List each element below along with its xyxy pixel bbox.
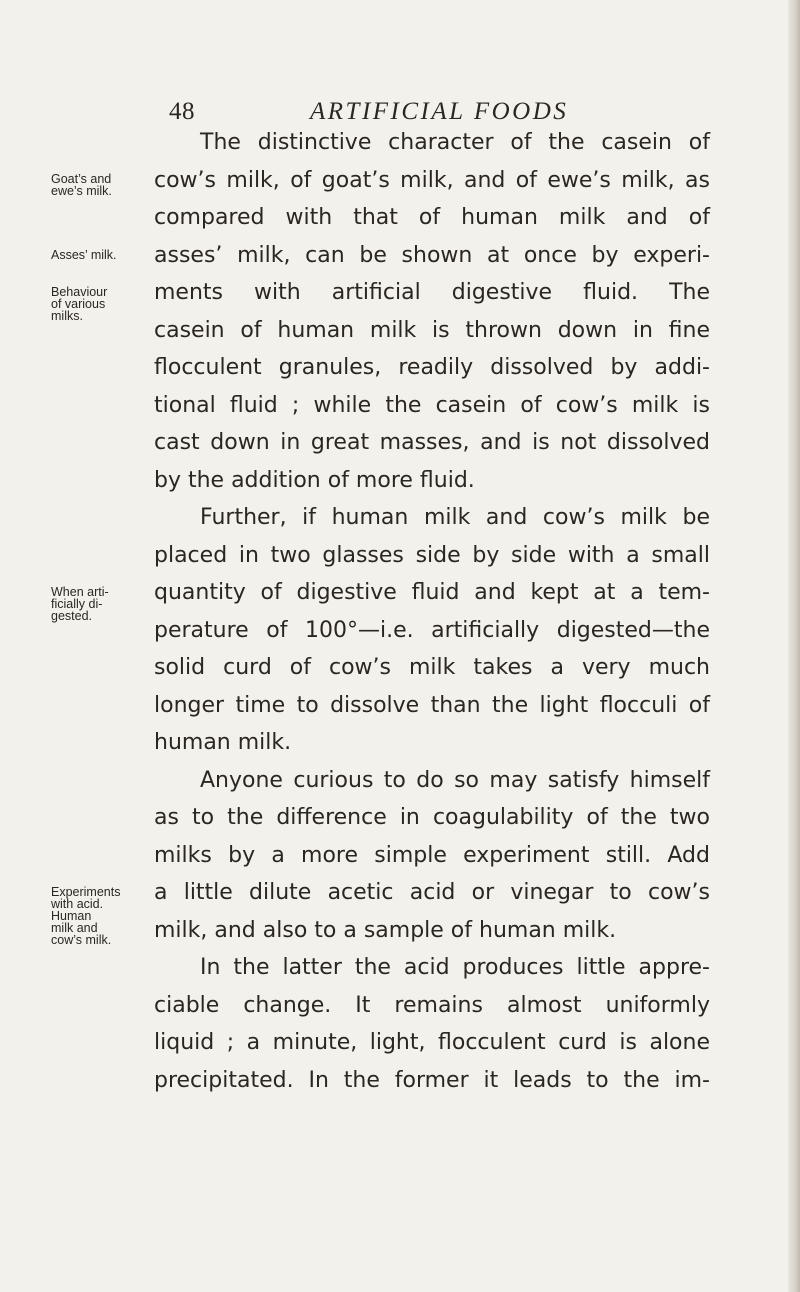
text-line: by the addition of more fluid. <box>154 467 475 493</box>
sidenote-line: Behaviour <box>51 285 108 299</box>
sidenote-line: cow’s milk. <box>51 933 112 947</box>
sidenote-experiments-acid <box>51 886 151 946</box>
text-line: Further, if human milk and cow’s milk be <box>200 505 710 530</box>
sidenote-asses-milk <box>51 249 151 261</box>
sidenote-line: Asses’ milk. <box>51 248 117 262</box>
sidenote-line: ewe’s milk. <box>51 184 112 198</box>
text-line: solid curd of cow’s milk takes a very much <box>154 655 710 680</box>
sidenote-goats-ewes-milk <box>51 173 151 197</box>
sidenote-line: Experiments <box>51 885 121 899</box>
text-line: The distinctive character of the casein of <box>200 130 710 155</box>
sidenote-line: of various <box>51 297 106 311</box>
text-line: placed in two glasses side by side with a small <box>154 542 710 568</box>
text-line: liquid ; a minute, light, flocculent curd is alone <box>154 1030 710 1055</box>
sidenote-line: milk and <box>51 921 98 935</box>
text-line: a little dilute acetic acid or vinegar to cow’s <box>154 880 710 905</box>
text-line: as to the difference in coagulability of the two <box>154 805 710 830</box>
body-text <box>154 124 710 1099</box>
running-title: ARTIFICIAL FOODS <box>310 98 569 125</box>
text-line: compared with that of human milk and of <box>154 205 710 230</box>
sidenote-line: gested. <box>51 609 93 623</box>
sidenote-line: When arti- <box>51 585 109 599</box>
text-line: perature of 100°—i.e. artificially digested—the <box>154 617 710 643</box>
sidenote-line: with acid. <box>51 897 104 911</box>
sidenote-line: ficially di- <box>51 597 103 611</box>
text-line: ments with artificial digestive fluid. The <box>154 280 710 305</box>
text-line: milks by a more simple experiment still. Add <box>154 842 710 868</box>
sidenote-line: Goat’s and <box>51 172 112 186</box>
text-line: cow’s milk, of goat’s milk, and of ewe’s milk, as <box>154 167 710 193</box>
text-line: Anyone curious to do so may satisfy himself <box>200 767 710 793</box>
text-line: milk, and also to a sample of human milk. <box>154 917 617 943</box>
page-edge <box>788 0 800 1292</box>
text-line: tional fluid ; while the casein of cow’s milk is <box>154 392 710 418</box>
text-line: quantity of digestive fluid and kept at a tem- <box>154 580 710 605</box>
text-line: ciable change. It remains almost uniformly <box>154 992 710 1018</box>
text-line: longer time to dissolve than the light flocculi of <box>154 692 710 718</box>
sidenote-behaviour-milks <box>51 286 151 322</box>
text-line: flocculent granules, readily dissolved by addi- <box>154 355 710 380</box>
text-line: precipitated. In the former it leads to the im- <box>154 1067 710 1093</box>
text-line: cast down in great masses, and is not dissolved <box>154 430 710 455</box>
text-line: casein of human milk is thrown down in fine <box>154 317 710 343</box>
sidenote-line: milks. <box>51 309 83 323</box>
text-line: asses’ milk, can be shown at once by experi- <box>154 242 710 268</box>
sidenote-line: Human <box>51 909 92 923</box>
text-line: human milk. <box>154 730 292 755</box>
text-line: In the latter the acid produces little appre- <box>200 955 710 980</box>
page-number: 48 <box>169 98 195 125</box>
sidenote-artificially-digested <box>51 586 151 622</box>
